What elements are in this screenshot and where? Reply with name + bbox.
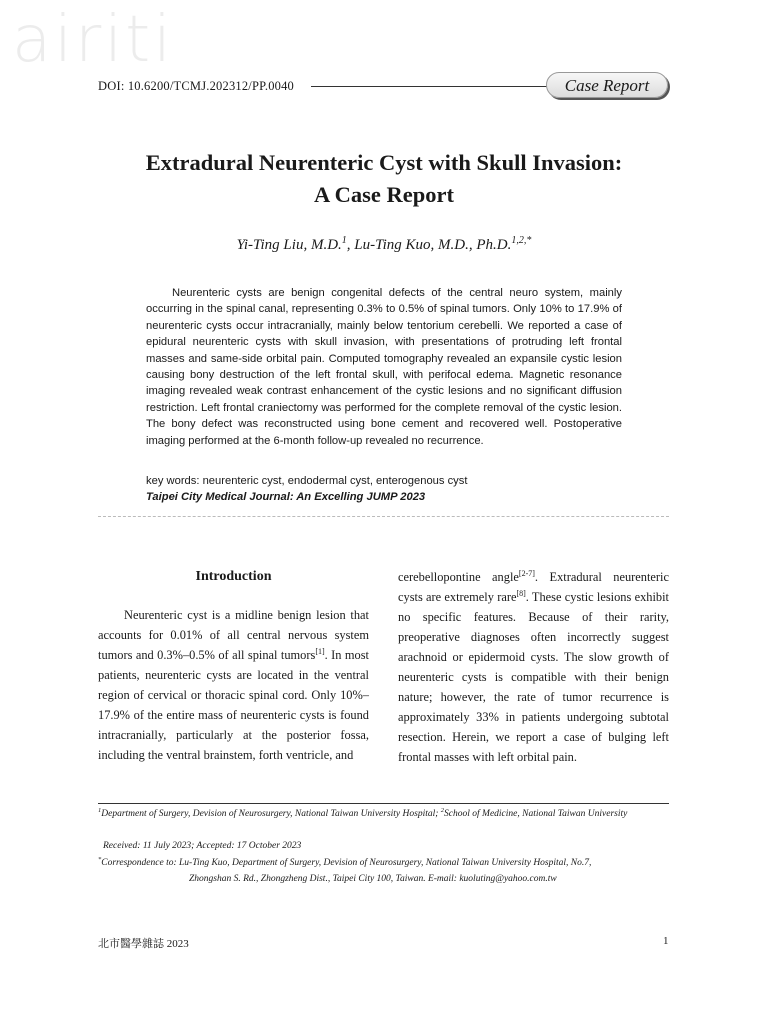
keywords: key words: neurenteric cyst, endodermal cyst, enterogenous cyst [146,475,468,487]
author-2: Lu-Ting Kuo, M.D., Ph.D. [354,237,512,253]
journal-name: Taipei City Medical Journal: An Excelling JUMP 2023 [146,491,426,503]
title-line-2: A Case Report [314,182,454,207]
abstract: Neurenteric cysts are benign congenital defects of the central neuro system, mainly occurring in the spinal canal, representing 0.3% to 0.5% of spinal tumors. Only 10% to 17.9% of neurenteric cysts occur intracranially, mainly below tentorium cerebelli. We reported a case of epidural neurenteric cysts with skull invasion, with presentations of protruding left frontal masses and same-side orbital pain. Computed tomography revealed an expansile cystic lesion causing bony destruction of the left frontal skull, with perifocal edema. Magnetic resonance imaging revealed weak contrast enhancement of the cystic lesions and no significant diffusion restriction. Left frontal craniectomy was performed for the complete removal of the cystic lesion. The bony defect was reconstructed using bone cement and recovered well. Postoperative imaging performed at the 6-month follow-up revealed no recurrence. [146,287,622,447]
correspondence-marker: * [98,855,102,863]
journal-footer: 北市醫學雜誌 2023 [98,938,189,950]
affiliations-footnote [98,806,669,822]
header-rule [311,86,553,87]
introduction-heading: Introduction [195,569,272,584]
intro-text: . In most patients, neurenteric cysts are located in the ventral region of cervical or thoracic spinal cord. Only 10%–17.9% of the entire mass of neurenteric cysts is found intracranially, particularly at the posterior fossa, including the ventral brainstem, forth ventricle, and [98,648,369,762]
affiliation-marker: 1 [98,806,102,814]
author-separator: , [346,237,355,253]
intro-text: Neurenteric cyst is a midline benign lesion that accounts for 0.01% of all central nervous system tumors and 0.3%–0.5% of all spinal tumors [98,608,369,662]
author-1: Yi-Ting Liu, M.D. [236,237,342,253]
affiliation-marker: 2 [440,806,445,814]
citation-ref[interactable]: [2-7] [518,568,535,578]
airiti-watermark: airiti [12,3,174,77]
author-list [0,235,768,254]
correspondence-line-2: Zhongshan S. Rd., Zhongzheng Dist., Taipei City 100, Taiwan. E-mail: kuoluting@yahoo.com.tw [189,874,557,884]
section-divider [98,516,669,517]
correspondence-footnote [98,855,669,887]
intro-column-right [398,567,669,767]
author-2-affiliation: 1,2,* [511,235,532,246]
title-line-1: Extradural Neurenteric Cyst with Skull Invasion: [145,150,623,175]
intro-text: . These cystic lesions exhibit no specific features. Because of their rarity, preoperative diagnoses often incorrectly suggest arachnoid or epidermoid cysts. The slow growth of neurenteric cysts is compatible with their benign nature; however, the rate of tumor recurrence is approximately 33% in patients undergoing subtotal resection. Herein, we report a case of bulging left frontal masses with left orbital pain. [398,590,669,764]
correspondence-line-1: Correspondence to: Lu-Ting Kuo, Department of Surgery, Devision of Neurosurgery, National Taiwan University Hospital, No.7, [101,858,592,868]
footnote-rule [98,803,669,804]
affiliation-2: School of Medicine, National Taiwan University [444,809,628,819]
citation-ref[interactable]: [8] [516,588,526,598]
author-1-affiliation: 1 [341,235,347,246]
citation-ref[interactable]: [1] [315,646,325,656]
intro-text: cerebellopontine angle [398,570,519,584]
received-accepted-dates: Received: 11 July 2023; Accepted: 17 October 2023 [103,841,302,851]
affiliation-1: Department of Surgery, Devision of Neurosurgery, National Taiwan University Hospital; [101,809,441,819]
intro-text: . Extradural neurenteric cysts are extremely rare [398,570,670,604]
doi-label: DOI: 10.6200/TCMJ.202312/PP.0040 [98,79,295,93]
case-report-tag: Case Report [546,72,668,98]
intro-column-left [98,605,369,765]
page-number: 1 [663,935,669,947]
